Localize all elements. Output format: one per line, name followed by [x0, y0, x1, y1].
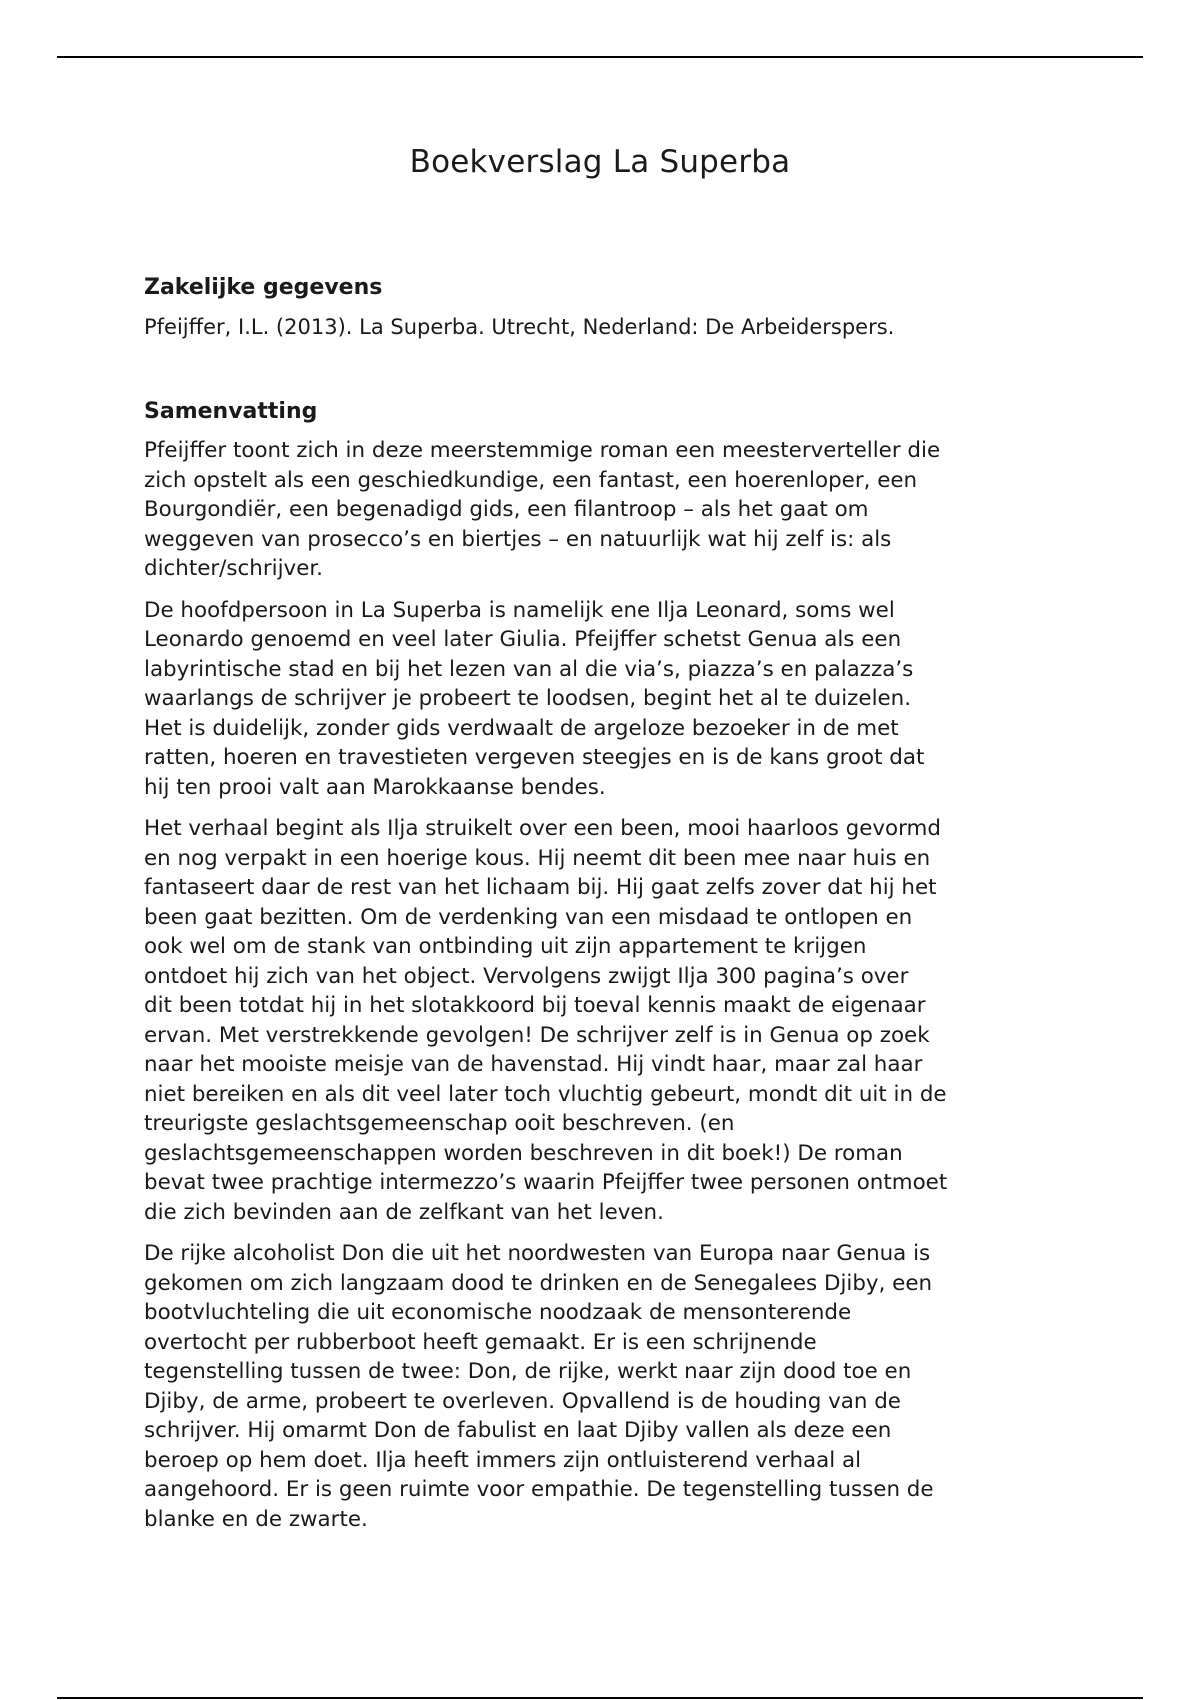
- text-line: De rijke alcoholist Don die uit het noordwesten van Europa naar Genua is: [144, 1241, 931, 1266]
- text-line: schrijver. Hij omarmt Don de fabulist en laat Djiby vallen als deze een: [144, 1418, 892, 1443]
- document-title: Boekverslag La Superba: [409, 144, 791, 180]
- text-line: Het is duidelijk, zonder gids verdwaalt de argeloze bezoeker in de met: [144, 715, 899, 741]
- section-heading-zakelijke-gegevens: Zakelijke gegevens: [144, 275, 383, 300]
- summary-paragraph: [144, 1239, 1064, 1534]
- bibliographic-reference: Pfeijffer, I.L. (2013). La Superba. Utrecht, Nederland: De Arbeiderspers.: [144, 315, 895, 339]
- summary-paragraph: [144, 596, 1064, 803]
- document-body: [144, 272, 1064, 1546]
- text-line: ratten, hoeren en travestieten vergeven steegjes en is de kans groot dat: [144, 745, 925, 770]
- text-line: Leonardo genoemd en veel later Giulia. Pfeijffer schetst Genua als een: [144, 627, 902, 652]
- text-line: gekomen om zich langzaam dood te drinken en de Senegalees Djiby, een: [144, 1270, 933, 1296]
- top-divider: [57, 56, 1143, 58]
- text-line: fantaseert daar de rest van het lichaam bij. Hij gaat zelfs zover dat hij het: [144, 875, 937, 900]
- text-line: niet bereiken en als dit veel later toch vluchtig gebeurt, mondt dit uit in de: [144, 1081, 947, 1107]
- section-heading-samenvatting: Samenvatting: [144, 399, 318, 424]
- text-line: bootvluchteling die uit economische noodzaak de mensonterende: [144, 1300, 852, 1325]
- text-line: naar het mooiste meisje van de havenstad. Hij vindt haar, maar zal haar: [144, 1052, 923, 1077]
- bottom-divider: [57, 1697, 1143, 1699]
- text-line: De hoofdpersoon in La Superba is namelijk ene Ilja Leonard, soms wel: [144, 597, 895, 623]
- text-line: Djiby, de arme, probeert te overleven. Opvallend is de houding van de: [144, 1388, 901, 1414]
- text-line: Pfeijffer toont zich in deze meerstemmige roman een meesterverteller die: [144, 438, 941, 463]
- summary-paragraph: [144, 436, 1064, 584]
- text-line: Bourgondiër, een begenadigd gids, een filantroop – als het gaat om: [144, 497, 869, 522]
- text-line: geslachtsgemeenschappen worden beschreven in dit boek!) De roman: [144, 1140, 903, 1166]
- text-line: weggeven van prosecco’s en biertjes – en natuurlijk wat hij zelf is: als: [144, 526, 892, 552]
- summary-text: [144, 436, 1064, 1534]
- text-line: aangehoord. Er is geen ruimte voor empathie. De tegenstelling tussen de: [144, 1477, 934, 1502]
- text-line: Het verhaal begint als Ilja struikelt over een been, mooi haarloos gevormd: [144, 816, 941, 841]
- text-line: blanke en de zwarte.: [144, 1506, 368, 1532]
- text-line: been gaat bezitten. Om de verdenking van een misdaad te ontlopen en: [144, 904, 913, 930]
- text-line: tegenstelling tussen de twee: Don, de rijke, werkt naar zijn dood toe en: [144, 1359, 912, 1384]
- text-line: dichter/schrijver.: [144, 556, 323, 581]
- text-line: treurigste geslachtsgemeenschap ooit beschreven. (en: [144, 1111, 735, 1136]
- text-line: hij ten prooi valt aan Marokkaanse bendes.: [144, 774, 606, 800]
- text-line: en nog verpakt in een hoerige kous. Hij neemt dit been mee naar huis en: [144, 845, 931, 871]
- text-line: zich opstelt als een geschiedkundige, een fantast, een hoerenloper, een: [144, 467, 918, 493]
- text-line: ontdoet hij zich van het object. Vervolgens zwijgt Ilja 300 pagina’s over: [144, 963, 909, 989]
- text-line: die zich bevinden aan de zelfkant van het leven.: [144, 1199, 664, 1225]
- text-line: dit been totdat hij in het slotakkoord bij toeval kennis maakt de eigenaar: [144, 993, 926, 1018]
- text-line: beroep op hem doet. Ilja heeft immers zijn ontluisterend verhaal al: [144, 1447, 862, 1473]
- text-line: bevat twee prachtige intermezzo’s waarin Pfeijffer twee personen ontmoet: [144, 1170, 948, 1195]
- summary-paragraph: [144, 814, 1064, 1227]
- text-line: labyrintische stad en bij het lezen van al die via’s, piazza’s en palazza’s: [144, 656, 914, 682]
- text-line: waarlangs de schrijver je probeert te loodsen, begint het al te duizelen.: [144, 686, 912, 711]
- text-line: overtocht per rubberboot heeft gemaakt. Er is een schrijnende: [144, 1329, 817, 1355]
- text-line: ervan. Met verstrekkende gevolgen! De schrijver zelf is in Genua op zoek: [144, 1022, 930, 1048]
- text-line: ook wel om de stank van ontbinding uit zijn appartement te krijgen: [144, 934, 867, 959]
